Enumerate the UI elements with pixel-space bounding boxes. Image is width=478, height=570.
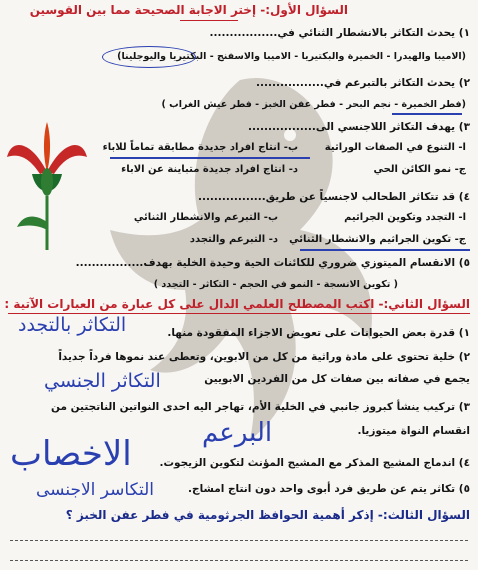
question-2-options [8, 98, 466, 112]
question-3: ٣) يهدف التكاثر اللاجنسي الى................. [248, 121, 470, 133]
options-text: - نجم البحر - فطر عفن الخبز - فطر عيش الغراب ) [161, 99, 402, 110]
statement-2-line-2: يجمع في صفاته بين صفات كل من الفردين الابويين [204, 373, 470, 385]
answer-underline [110, 157, 310, 159]
question-5: ٥) الانقسام الميتوزي ضروري للكائنات الحية وحيدة الخلية بهدف................. [75, 257, 470, 269]
question-4-option-a: ا- التجدد وتكوين الجراثيم [344, 212, 466, 223]
question-3-option-a: ا- التنوع في الصفات الوراثية [324, 142, 466, 153]
question-1-options [8, 50, 466, 64]
options-text: ( [461, 99, 466, 110]
question-4-option-d: د- التبرعم والتجدد [189, 234, 278, 245]
question-4-option-c: ج- تكوين الجراثيم والانشطار الثنائي [289, 234, 466, 245]
question-3-option-d: د- انتاج افراد جديدة متباينة عن الاباء [121, 164, 298, 175]
selected-answer: البكتيريا واليوجلينا [121, 51, 207, 62]
section-3-title: السؤال الثالث:- إذكر أهمية الحوافظ الجرثومية في فطر عفن الخبز ؟ [65, 508, 470, 522]
answer-line [10, 540, 468, 541]
handwritten-answer-5: التكاسر الاجنسى [36, 480, 155, 500]
handwritten-answer-3: البرعم [202, 418, 273, 448]
statement-1: ١) قدرة بعض الحيوانات على تعويض الاجزاء المفقودة منها. [167, 327, 470, 339]
statement-2-line-1: ٢) خلية تحتوى على مادة وراثية من كل من الابوين، وتعطى عند نموها فرداً جديداً [58, 351, 470, 363]
statement-3-line-1: ٣) تركيب ينشأ كبروز جانبي في الخلية الأم، تهاجر اليه احدى النواتين الناتجتين من [51, 401, 470, 413]
answer-underline [392, 113, 462, 115]
selected-answer: فطر الخميرة [401, 99, 462, 110]
question-3-option-b: ب- انتاج افراد جديدة مطابقة تماماً للاباء [102, 142, 298, 153]
section-2-title: السؤال الثاني:- اكتب المصطلح العلمي الدال على كل عبارة من العبارات الآتية : [4, 297, 470, 311]
answer-underline [300, 249, 470, 251]
question-3-option-c: ج- نمو الكائن الحي [373, 164, 466, 175]
options-text: (الاميبا والهيدرا - الخميرة والبكتيريا - الاميبا والاسفنج - [206, 51, 466, 62]
section-1-title: السؤال الأول:- إختر الاجابة الصحيحة مما بين القوسين [29, 3, 348, 17]
statement-3-line-2: انقسام النواة ميتوزيا. [357, 425, 470, 437]
question-4: ٤) قد تتكاثر الطحالب لاجنسياً عن طريق................. [197, 191, 470, 203]
question-5-options: ( تكوين الانسجة - النمو في الحجم - التكاثر - التجدد ) [153, 279, 398, 290]
handwritten-answer-1: التكاثر بالتجدد [18, 314, 127, 336]
question-1: ١) يحدث التكاثر بالانشطار الثنائي في................. [209, 27, 470, 39]
statement-4: ٤) اندماج المشيج المذكر مع المشيج المؤنث لتكوين الزيجوت. [159, 457, 470, 469]
statement-5: ٥) تكاثر يتم عن طريق فرد أبوى واحد دون انتاج امشاج. [188, 483, 470, 495]
handwritten-answer-2: التكاثر الجنسي [44, 370, 161, 392]
answer-line [10, 560, 468, 561]
options-text: ) [117, 51, 122, 62]
answer-circle [102, 46, 196, 68]
handwritten-answer-4: الاخصاب [10, 434, 132, 474]
question-4-option-b: ب- التبرعم والانشطار الثنائي [133, 212, 278, 223]
question-2: ٢) يحدث التكاثر بالتبرعم في................. [256, 77, 470, 89]
title-underline [180, 20, 238, 21]
